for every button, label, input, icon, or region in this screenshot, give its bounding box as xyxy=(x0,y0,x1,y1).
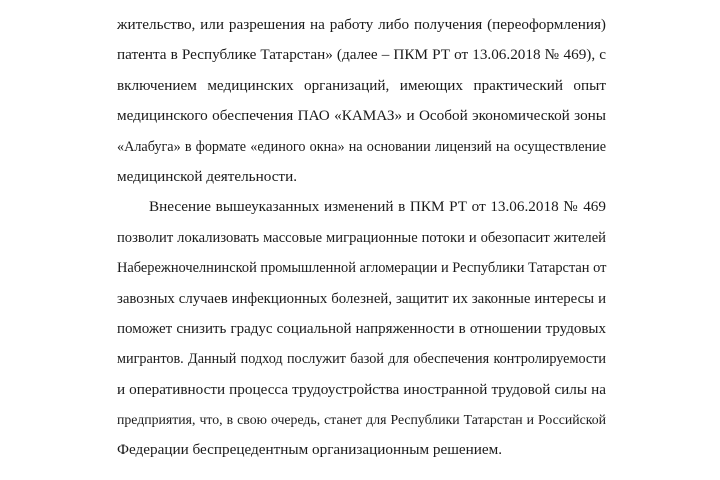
paragraph-line: включением медицинских организаций, имеющих практический опыт xyxy=(117,76,606,94)
document-body xyxy=(117,10,606,466)
paragraph-line: Внесение вышеуказанных изменений в ПКМ РТ от 13.06.2018 № 469 xyxy=(149,198,606,216)
paragraph-line: мигрантов. Данный подход послужит базой для обеспечения контролируемости xyxy=(117,351,606,368)
paragraph-line: предприятия, что, в свою очередь, станет для Республики Татарстан и Российской xyxy=(117,412,606,428)
paragraph-2 xyxy=(117,192,606,466)
paragraph-line: «Алабуга» в формате «единого окна» на основании лицензий на осуществление xyxy=(117,138,606,155)
paragraph-line: медицинского обеспечения ПАО «КАМАЗ» и Особой экономической зоны xyxy=(117,107,606,125)
paragraph-line: завозных случаев инфекционных болезней, защитит их законные интересы и xyxy=(117,290,606,307)
paragraph-line: позволит локализовать массовые миграционные потоки и обезопасит жителей xyxy=(117,229,606,246)
paragraph-line: и оперативности процесса трудоустройства иностранной трудовой силы на xyxy=(117,380,606,398)
paragraph-1 xyxy=(117,10,606,192)
paragraph-line: Федерации беспрецедентным организационным решением. xyxy=(117,441,503,459)
paragraph-line: медицинской деятельности. xyxy=(117,167,297,185)
paragraph-line: Набережночелнинской промышленной агломерации и Республики Татарстан от xyxy=(117,260,607,277)
paragraph-line: патента в Республике Татарстан» (далее – ПКМ РТ от 13.06.2018 № 469), с xyxy=(117,46,606,64)
paragraph-line: поможет снизить градус социальной напряженности в отношении трудовых xyxy=(117,320,606,337)
paragraph-line: жительство, или разрешения на работу либо получения (переоформления) xyxy=(117,16,606,33)
